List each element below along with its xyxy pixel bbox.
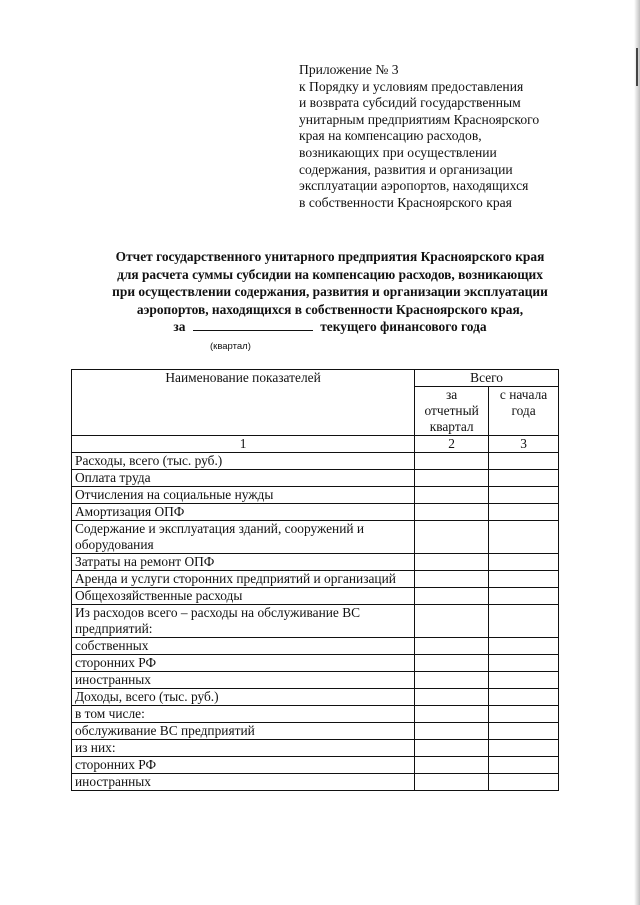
table-row xyxy=(72,588,559,605)
table-row xyxy=(72,672,559,689)
cell-quarter[interactable] xyxy=(415,588,489,605)
table-row xyxy=(72,655,559,672)
table-row xyxy=(72,638,559,655)
cell-year[interactable] xyxy=(489,774,559,791)
cell-quarter[interactable] xyxy=(415,655,489,672)
cell-year[interactable] xyxy=(489,487,559,504)
scan-page-edge xyxy=(634,0,640,905)
cell-year[interactable] xyxy=(489,571,559,588)
row-label: сторонних РФ xyxy=(72,757,415,774)
table-row xyxy=(72,504,559,521)
cell-quarter[interactable] xyxy=(415,638,489,655)
cell-quarter[interactable] xyxy=(415,470,489,487)
cell-year[interactable] xyxy=(489,554,559,571)
appendix-line: края на компенсацию расходов, xyxy=(299,128,482,144)
quarter-blank-field[interactable] xyxy=(193,318,313,331)
appendix-line: в собственности Красноярского края xyxy=(299,194,512,210)
cell-quarter[interactable] xyxy=(415,521,489,554)
appendix-block xyxy=(299,62,619,211)
cell-year[interactable] xyxy=(489,740,559,757)
cell-quarter[interactable] xyxy=(415,723,489,740)
header-total: Всего xyxy=(415,370,559,387)
row-label: из них: xyxy=(72,740,415,757)
row-label: Затраты на ремонт ОПФ xyxy=(72,554,415,571)
report-title xyxy=(70,248,590,336)
column-number: 2 xyxy=(415,436,489,453)
table-row xyxy=(72,554,559,571)
row-label: иностранных xyxy=(72,774,415,791)
cell-year[interactable] xyxy=(489,638,559,655)
header-year-to-date: с начала года xyxy=(489,387,559,436)
column-number: 3 xyxy=(489,436,559,453)
table-row xyxy=(72,723,559,740)
scan-margin-mark xyxy=(636,48,638,86)
cell-year[interactable] xyxy=(489,655,559,672)
cell-quarter[interactable] xyxy=(415,774,489,791)
table-row xyxy=(72,487,559,504)
row-label: Амортизация ОПФ xyxy=(72,504,415,521)
cell-year[interactable] xyxy=(489,504,559,521)
title-line: аэропортов, находящихся в собственности Красноярского края, xyxy=(136,301,524,317)
quarter-caption: (квартал) xyxy=(210,341,251,352)
row-label: иностранных xyxy=(72,672,415,689)
cell-quarter[interactable] xyxy=(415,706,489,723)
period-line xyxy=(70,318,590,336)
row-label: Аренда и услуги сторонних предприятий и организаций xyxy=(72,571,415,588)
appendix-line: унитарным предприятиям Красноярского xyxy=(299,111,540,127)
table-row xyxy=(72,453,559,470)
table-row xyxy=(72,689,559,706)
row-label: Отчисления на социальные нужды xyxy=(72,487,415,504)
table-row xyxy=(72,774,559,791)
appendix-line: и возврата субсидий государственным xyxy=(299,95,521,111)
table-row xyxy=(72,470,559,487)
appendix-line: содержания, развития и организации xyxy=(299,161,513,177)
cell-year[interactable] xyxy=(489,689,559,706)
title-line: Отчет государственного унитарного предприятия Красноярского края xyxy=(115,249,545,264)
table-row xyxy=(72,706,559,723)
cell-quarter[interactable] xyxy=(415,740,489,757)
title-line: для расчета суммы субсидии на компенсацию расходов, возникающих xyxy=(117,266,543,282)
title-line: при осуществлении содержания, развития и организации эксплуатации xyxy=(112,284,548,299)
header-indicator-name: Наименование показателей xyxy=(72,370,415,436)
cell-year[interactable] xyxy=(489,672,559,689)
cell-quarter[interactable] xyxy=(415,605,489,638)
table-row xyxy=(72,571,559,588)
row-label: обслуживание ВС предприятий xyxy=(72,723,415,740)
appendix-line: к Порядку и условиям предоставления xyxy=(299,78,524,94)
cell-year[interactable] xyxy=(489,470,559,487)
cell-quarter[interactable] xyxy=(415,487,489,504)
row-label: Общехозяйственные расходы xyxy=(72,588,415,605)
cell-quarter[interactable] xyxy=(415,504,489,521)
header-reporting-quarter: за отчетный квартал xyxy=(415,387,489,436)
row-label: сторонних РФ xyxy=(72,655,415,672)
row-label: собственных xyxy=(72,638,415,655)
table-row xyxy=(72,757,559,774)
row-label: в том числе: xyxy=(72,706,415,723)
cell-quarter[interactable] xyxy=(415,672,489,689)
table-row xyxy=(72,521,559,554)
report-table xyxy=(71,369,559,791)
cell-year[interactable] xyxy=(489,605,559,638)
cell-year[interactable] xyxy=(489,706,559,723)
row-label: Из расходов всего – расходы на обслуживание ВС предприятий: xyxy=(72,605,415,638)
cell-year[interactable] xyxy=(489,521,559,554)
row-label: Оплата труда xyxy=(72,470,415,487)
row-label: Расходы, всего (тыс. руб.) xyxy=(72,453,415,470)
table-row xyxy=(72,605,559,638)
period-suffix: текущего финансового года xyxy=(320,319,487,334)
cell-quarter[interactable] xyxy=(415,453,489,470)
table-row xyxy=(72,740,559,757)
row-label: Содержание и эксплуатация зданий, сооружений и оборудования xyxy=(72,521,415,554)
row-label: Доходы, всего (тыс. руб.) xyxy=(72,689,415,706)
appendix-line: эксплуатации аэропортов, находящихся xyxy=(299,178,529,194)
cell-year[interactable] xyxy=(489,453,559,470)
appendix-line: Приложение № 3 xyxy=(299,62,399,77)
cell-quarter[interactable] xyxy=(415,689,489,706)
cell-year[interactable] xyxy=(489,757,559,774)
column-number: 1 xyxy=(72,436,415,453)
cell-quarter[interactable] xyxy=(415,757,489,774)
cell-quarter[interactable] xyxy=(415,571,489,588)
period-prefix: за xyxy=(173,319,186,334)
appendix-line: возникающих при осуществлении xyxy=(299,144,497,160)
cell-quarter[interactable] xyxy=(415,554,489,571)
cell-year[interactable] xyxy=(489,588,559,605)
cell-year[interactable] xyxy=(489,723,559,740)
